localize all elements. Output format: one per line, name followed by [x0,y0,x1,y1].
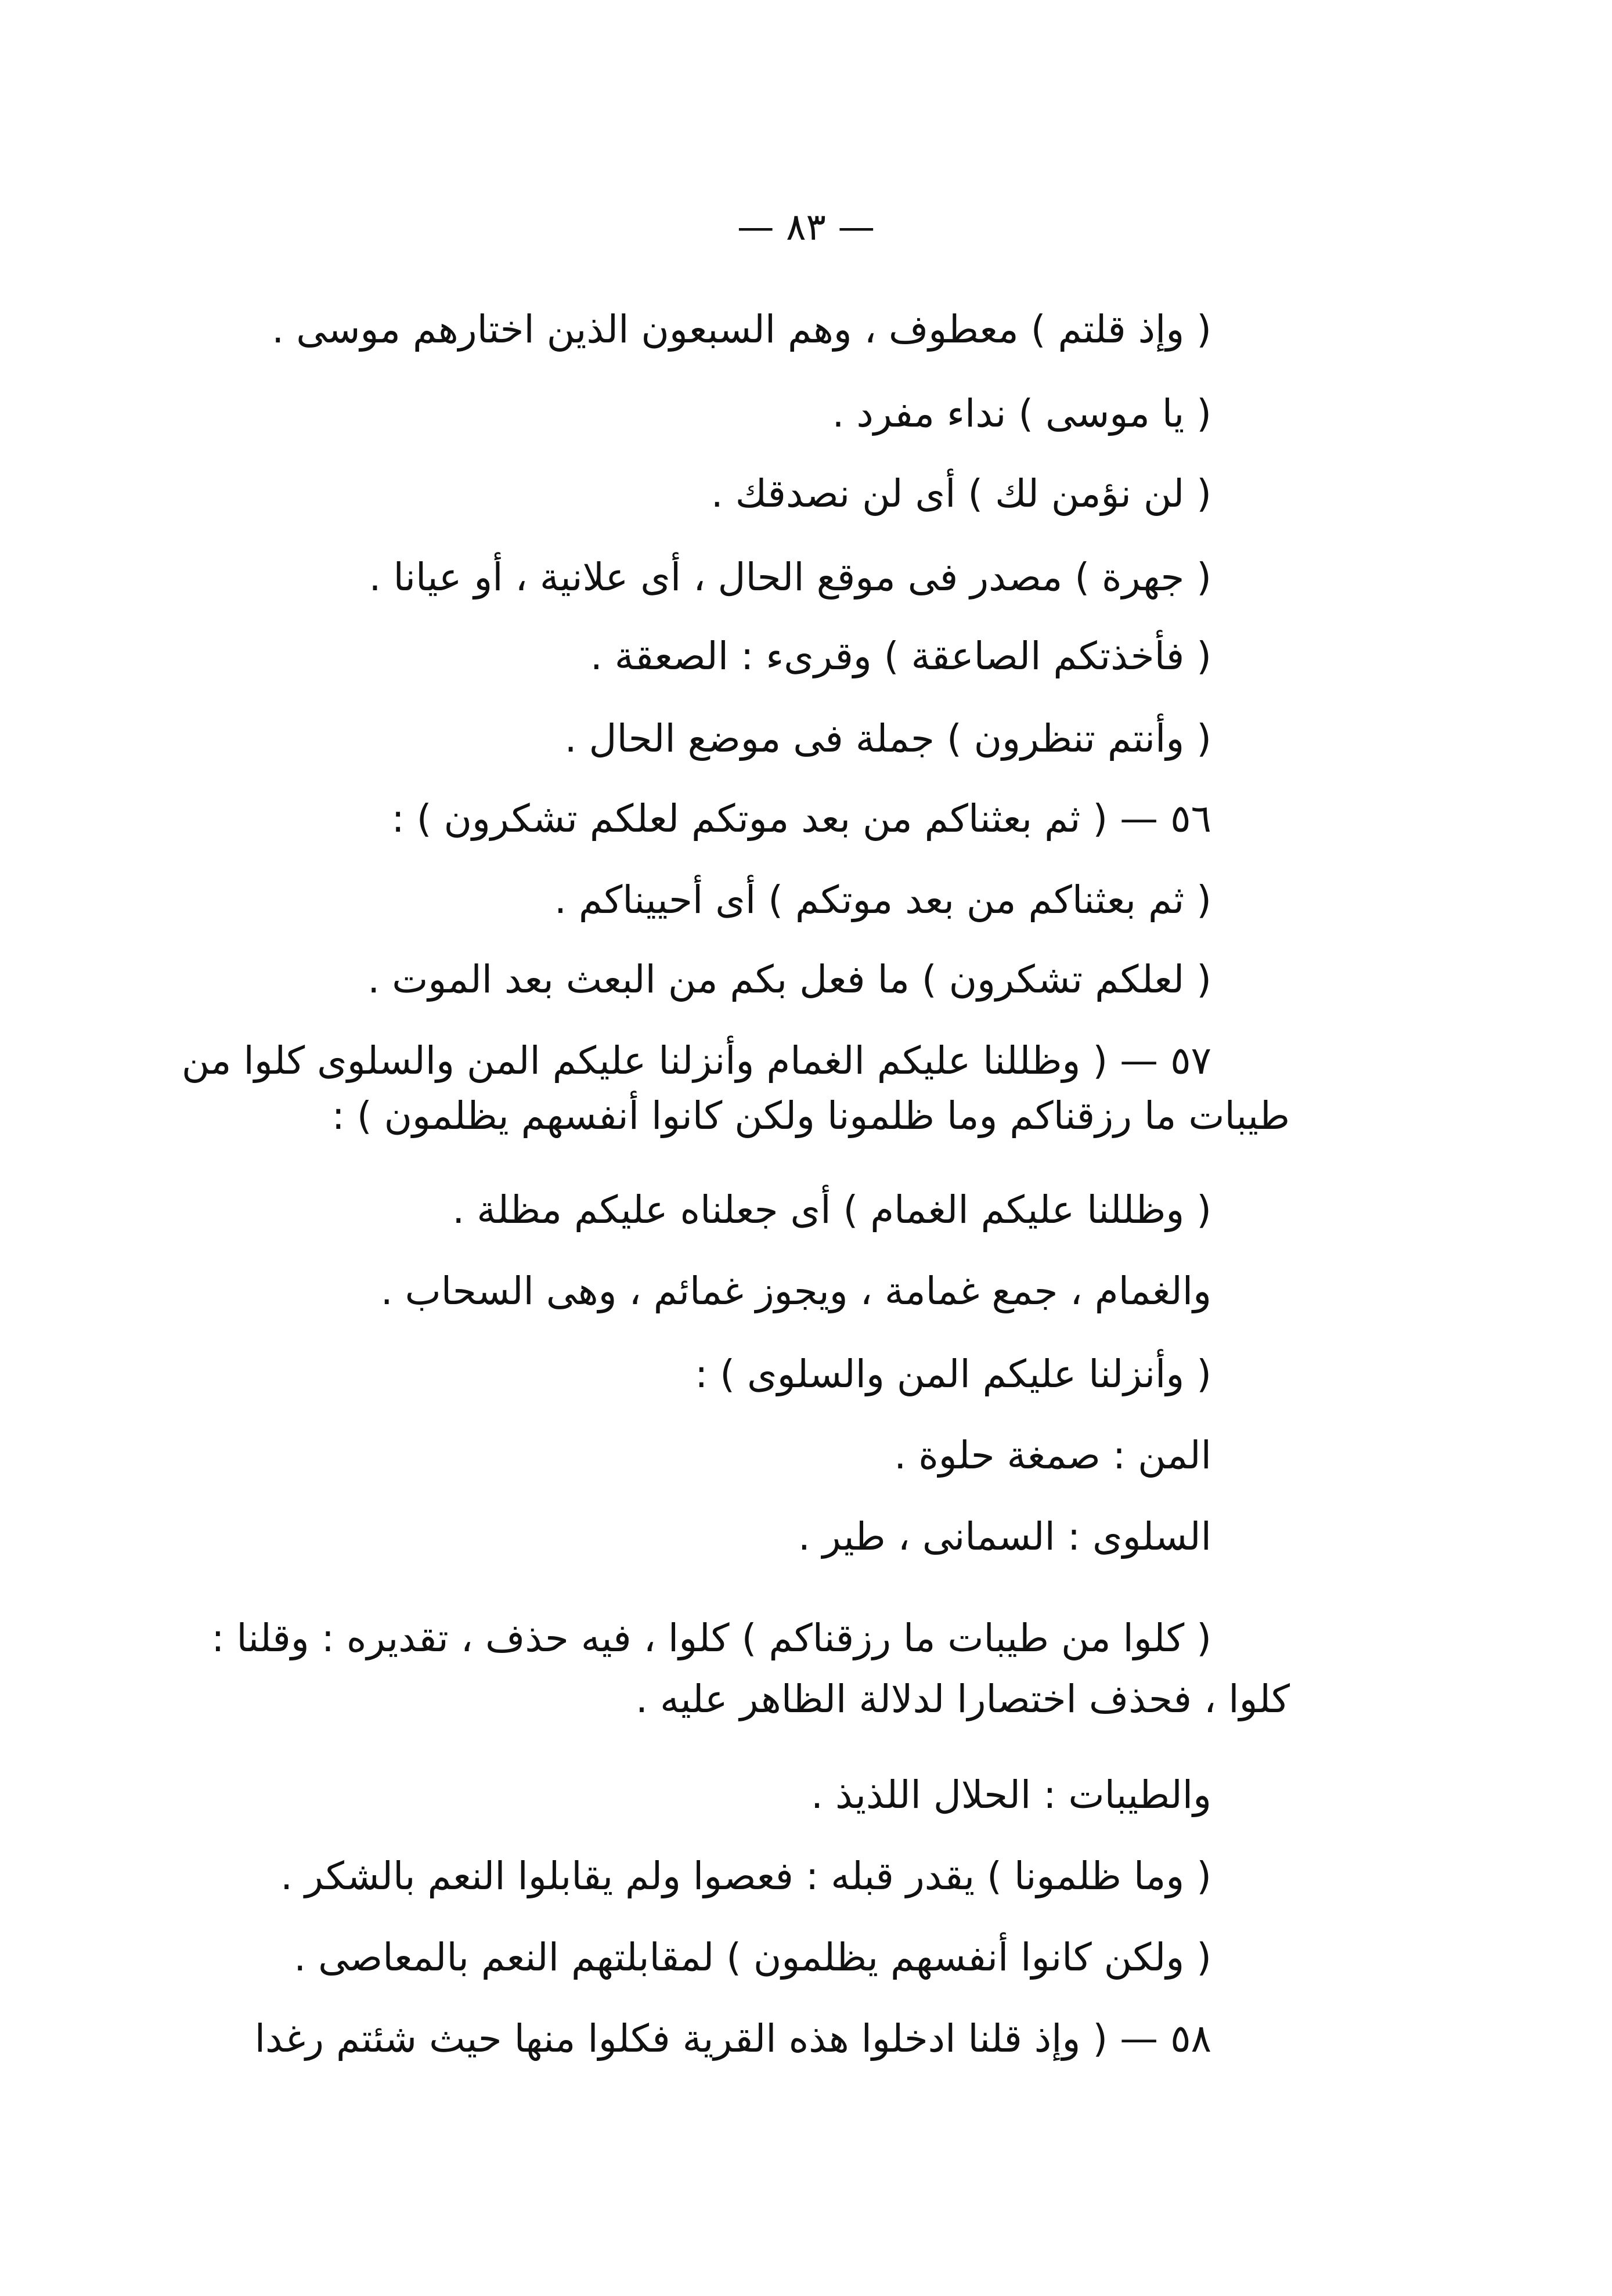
text-line: ( وما ظلمونا ) يقدر قبله : فعصوا ولم يقابلوا النعم بالشكر . [280,1854,1211,1898]
text-line: ( وأنزلنا عليكم المن والسلوى ) : [695,1352,1211,1396]
text-line: ( فأخذتكم الصاعقة ) وقرىء : الصعقة . [590,634,1211,678]
text-line: طيبات ما رزقناكم وما ظلمونا ولكن كانوا أنفسهم يظلمون ) : [331,1093,1290,1138]
text-line: والغمام ، جمع غمامة ، ويجوز غمائم ، وهى السحاب . [380,1269,1211,1313]
text-line: ٥٧ — ( وظللنا عليكم الغمام وأنزلنا عليكم المن والسلوى كلوا من [181,1038,1211,1083]
text-line: والطيبات : الحلال اللذيذ . [810,1772,1211,1817]
text-line: ( وظللنا عليكم الغمام ) أى جعلناه عليكم مظلة . [452,1187,1211,1232]
text-line: ( وأنتم تنظرون ) جملة فى موضع الحال . [564,716,1211,761]
text-line: ( ثم بعثناكم من بعد موتكم ) أى أحييناكم . [554,878,1211,922]
text-line: ( ولكن كانوا أنفسهم يظلمون ) لمقابلتهم النعم بالمعاصى . [294,1935,1211,1980]
page-number: — ٨٣ — [737,206,875,249]
text-line: ( لعلكم تشكرون ) ما فعل بكم من البعث بعد الموت . [367,957,1211,1002]
text-line: السلوى : السمانى ، طير . [798,1514,1211,1559]
text-line: ( يا موسى ) نداء مفرد . [832,391,1211,436]
text-line: كلوا ، فحذف اختصارا لدلالة الظاهر عليه . [636,1677,1290,1721]
text-line: ٥٦ — ( ثم بعثناكم من بعد موتكم لعلكم تشكرون ) : [391,796,1211,841]
text-line: ( لن نؤمن لك ) أى لن نصدقك . [711,471,1211,516]
text-line: المن : صمغة حلوة . [894,1433,1211,1478]
text-line: ( كلوا من طيبات ما رزقناكم ) كلوا ، فيه حذف ، تقديره : وقلنا : [211,1616,1211,1660]
text-line: ( وإذ قلتم ) معطوف ، وهم السبعون الذين اختارهم موسى . [272,307,1211,352]
text-line: ( جهرة ) مصدر فى موقع الحال ، أى علانية ، أو عيانا . [369,555,1211,600]
text-line: ٥٨ — ( وإذ قلنا ادخلوا هذه القرية فكلوا منها حيث شئتم رغدا [254,2016,1211,2061]
